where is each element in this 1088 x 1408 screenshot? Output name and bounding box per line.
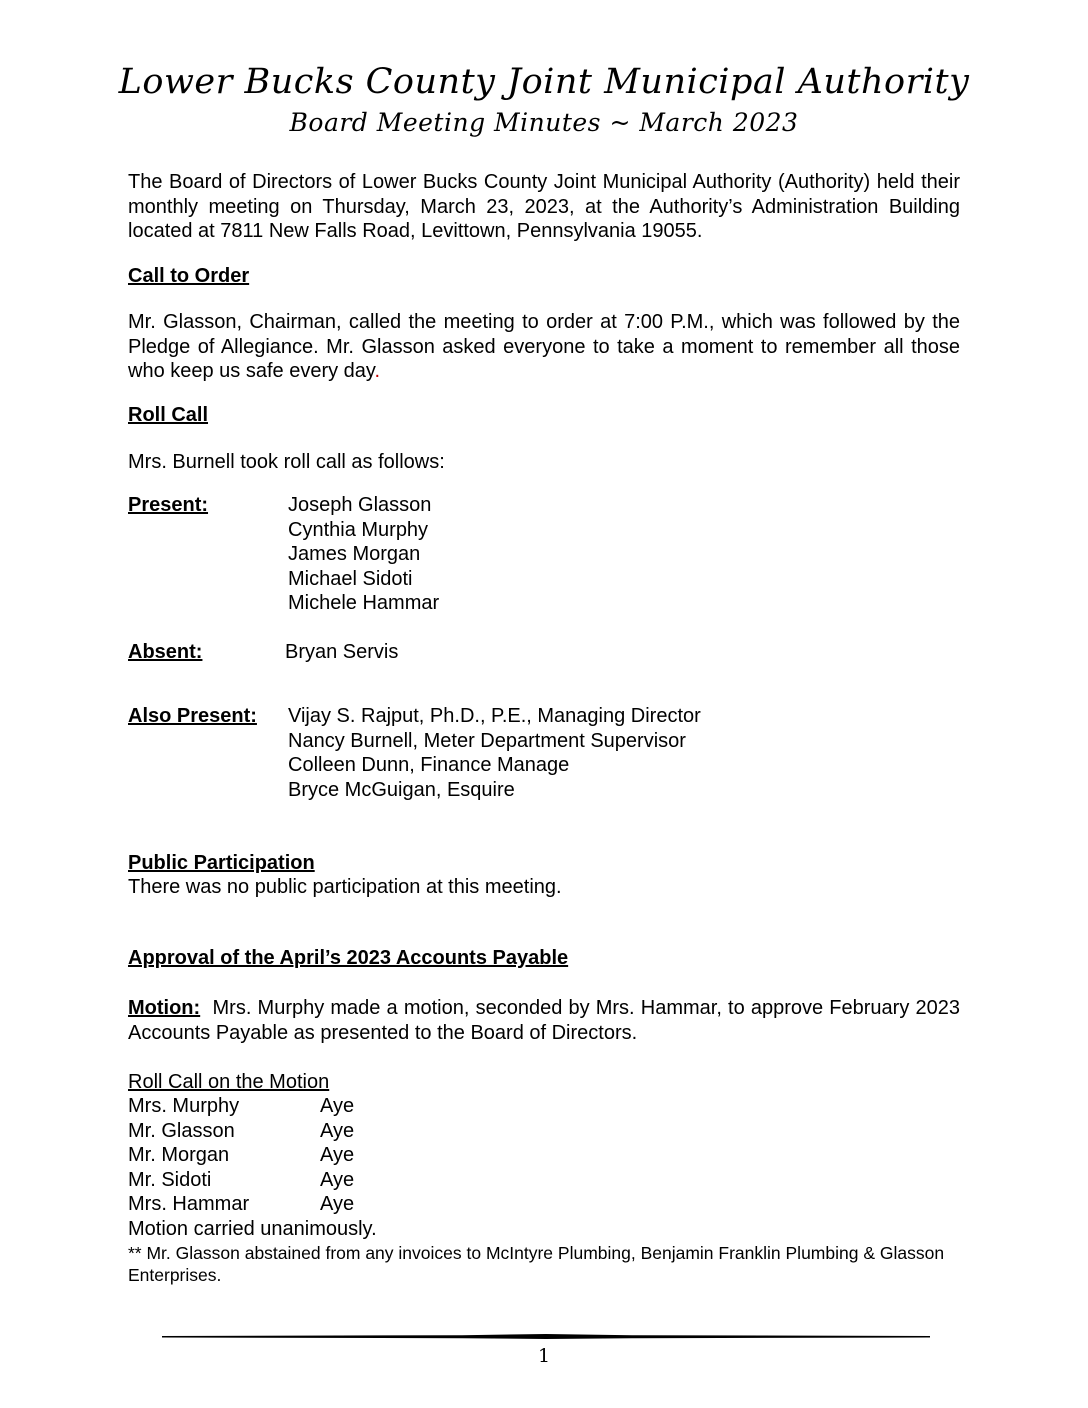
vote-name: Mr. Morgan (128, 1144, 230, 1166)
document-title: Lower Bucks County Joint Municipal Authority (118, 62, 970, 102)
call-to-order-end-mark: . (374, 360, 380, 382)
motion-text: Mrs. Murphy made a motion, seconded by Mrs. Hammar, to approve February 2023 Accounts Payable as presented to the Board of Directors. (128, 997, 960, 1044)
footer-rule (162, 1334, 930, 1339)
also-present-list (288, 704, 701, 802)
absent-member: Bryan Servis (285, 641, 399, 663)
vote-value: Aye (320, 1144, 355, 1166)
page-number: 1 (537, 1345, 551, 1367)
vote-row (128, 1192, 354, 1217)
vote-list (128, 1094, 354, 1217)
present-member: Michael Sidoti (288, 567, 413, 590)
vote-name: Mr. Sidoti (128, 1168, 212, 1191)
intro-paragraph: The Board of Directors of Lower Bucks County Joint Municipal Authority (Authority) held their monthly meeting on Thursday, March 23, 2023, at the Authority’s Administration Building located at 7811 New Falls Road, Levittown, Pennsylvania 19055. (128, 171, 960, 242)
abstention-note: ** Mr. Glasson abstained from any invoices to McIntyre Plumbing, Benjamin Franklin Plumbing & Glasson Enterprises. (128, 1243, 945, 1285)
call-to-order-heading: Call to Order (128, 265, 250, 287)
vote-row (128, 1143, 354, 1168)
vote-value: Aye (320, 1119, 355, 1142)
document-subtitle: Board Meeting Minutes ~ March 2023 (289, 108, 799, 137)
call-to-order-text: Mr. Glasson, Chairman, called the meeting to order at 7:00 P.M., which was followed by the Pledge of Allegiance. Mr. Glasson asked everyone to take a moment to remember all those who keep us safe every day (128, 311, 960, 382)
present-member: Cynthia Murphy (288, 518, 429, 541)
present-member: Michele Hammar (288, 592, 440, 614)
vote-value: Aye (320, 1095, 355, 1117)
present-label: Present: (128, 494, 209, 516)
vote-heading: Roll Call on the Motion (128, 1071, 330, 1093)
vote-value: Aye (320, 1168, 355, 1191)
present-member: Joseph Glasson (288, 494, 432, 516)
roll-call-heading: Roll Call (128, 404, 209, 426)
also-present-member: Vijay S. Rajput, Ph.D., P.E., Managing Director (288, 705, 701, 727)
public-participation-heading: Public Participation (128, 852, 315, 874)
present-list (288, 493, 439, 616)
present-member: James Morgan (288, 543, 421, 565)
also-present-member: Bryce McGuigan, Esquire (288, 778, 515, 801)
vote-row (128, 1094, 354, 1119)
vote-name: Mr. Glasson (128, 1119, 235, 1142)
vote-name: Mrs. Hammar (128, 1193, 250, 1215)
vote-row (128, 1168, 354, 1193)
vote-value: Aye (320, 1193, 355, 1215)
also-present-member: Nancy Burnell, Meter Department Supervisor (288, 729, 686, 752)
vote-name: Mrs. Murphy (128, 1095, 240, 1117)
motion-paragraph (128, 996, 960, 1045)
roll-call-intro: Mrs. Burnell took roll call as follows: (128, 451, 445, 473)
approval-heading: Approval of the April’s 2023 Accounts Payable (128, 947, 569, 969)
call-to-order-paragraph (128, 310, 960, 384)
absent-label: Absent: (128, 641, 203, 663)
vote-row (128, 1119, 354, 1144)
public-participation-text: There was no public participation at this meeting. (128, 876, 562, 898)
also-present-label: Also Present: (128, 705, 257, 727)
also-present-member: Colleen Dunn, Finance Manage (288, 754, 570, 776)
motion-result: Motion carried unanimously. (128, 1218, 377, 1240)
motion-label: Motion: (128, 997, 201, 1019)
